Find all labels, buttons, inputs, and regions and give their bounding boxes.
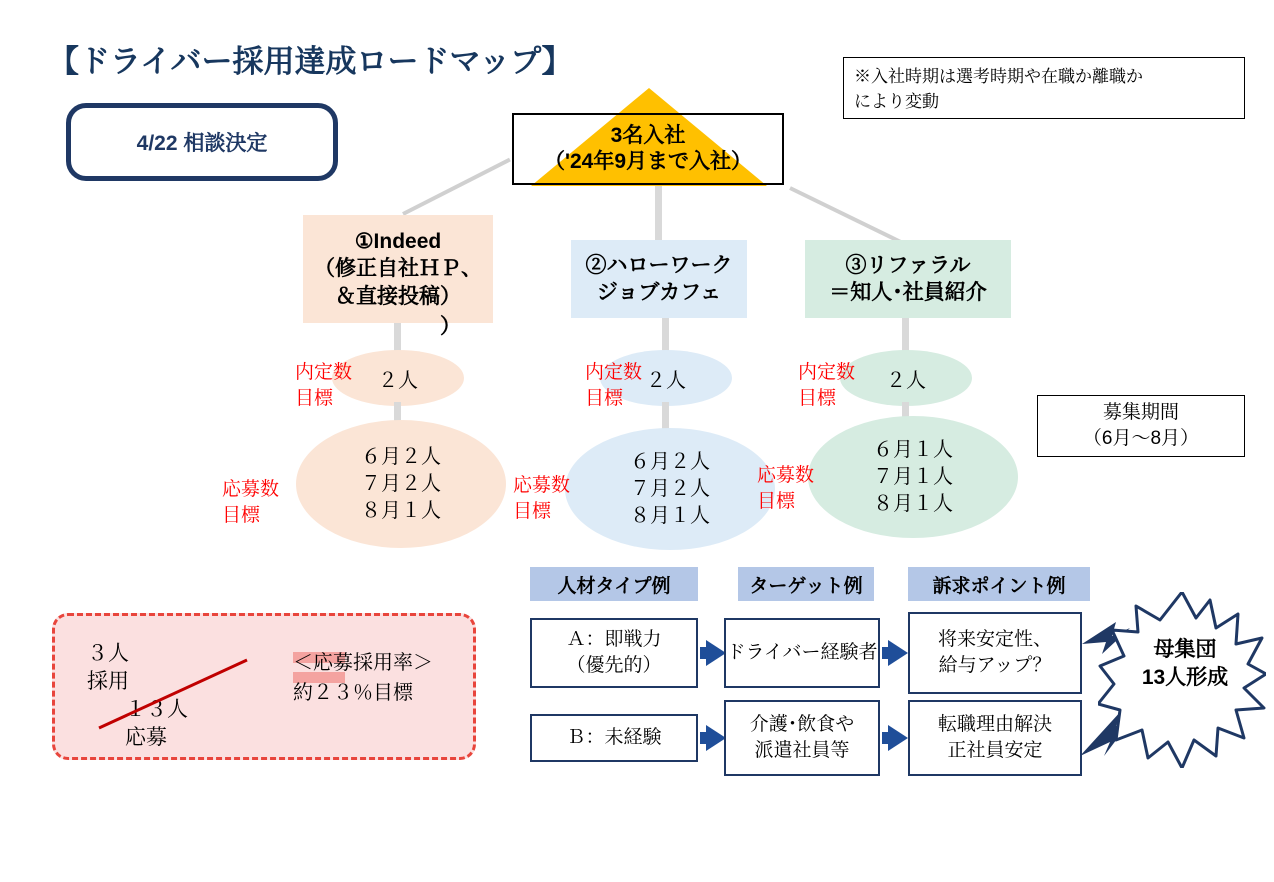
channel-1-line-3: ＆直接投稿） [335, 284, 461, 308]
row-a-type-line-1: Ａ：即戦力 [566, 629, 662, 651]
channel-2-apply-label-1: 応募数 [513, 475, 571, 496]
pool-label [1124, 636, 1246, 693]
channel-3-offer-ellipse [840, 350, 972, 406]
channel-3-offer-label-2: 目標 [798, 387, 837, 409]
channel-3-offer-label-1: 内定数 [798, 362, 856, 383]
channel-2-apply-label-2: 目標 [513, 500, 552, 522]
channel-2-apply-line-2: ７月２人 [630, 477, 710, 500]
connector-line-2 [655, 186, 662, 242]
row-a-type-line-2: （優先的） [566, 655, 662, 676]
matrix-header-type: 人材タイプ例 [530, 567, 698, 601]
channel-header-hellowork [571, 240, 747, 318]
matrix-header-appeal: 訴求ポイント例 [908, 567, 1090, 601]
row-b-type-line-1: Ｂ：未経験 [566, 727, 662, 749]
matrix-row-a-appeal [908, 612, 1082, 694]
channel-1-offer-label [295, 360, 352, 411]
channel-3-line-1: ③リファラル [845, 253, 971, 277]
channel-2-offer-label-1: 内定数 [585, 362, 643, 383]
period-line-2: （6月～8月） [1082, 428, 1200, 449]
ratio-apply-line-2: 応募 [125, 726, 167, 750]
channel-3-apply-line-3: ８月１人 [873, 492, 953, 515]
arrow-b-2-icon [888, 725, 908, 751]
channel-2-stem-1 [662, 318, 669, 354]
channel-2-apply-line-1: ６月２人 [630, 450, 710, 473]
channel-1-offer-label-2: 目標 [295, 387, 334, 409]
row-b-target-line-1: 介護･飲食や [749, 714, 855, 736]
channel-2-offer-value: ２人 [646, 369, 686, 392]
channel-3-apply-label-1: 応募数 [757, 465, 815, 486]
row-b-target-line-2: 派遣社員等 [754, 740, 850, 761]
channel-3-stem-1 [902, 318, 909, 354]
ratio-rate-line-1: ＜応募採用率＞ [293, 652, 433, 674]
channel-2-offer-label-2: 目標 [585, 387, 624, 409]
channel-1-line-1: ①Indeed [354, 230, 442, 254]
row-a-appeal-line-2: 給与アップ？ [938, 655, 1052, 676]
row-a-target-line-1: ドライバー経験者 [726, 642, 878, 664]
channel-2-line-1: ②ハローワーク [585, 253, 733, 277]
row-a-appeal-line-1: 将来安定性、 [937, 629, 1052, 651]
connector-line-1 [402, 158, 511, 216]
ratio-right [293, 648, 473, 708]
page-title: 【ドライバー採用達成ロードマップ】 [48, 44, 573, 79]
row-b-appeal-line-2: 正社員安定 [947, 740, 1043, 761]
channel-1-apply-line-3: ８月１人 [361, 499, 441, 522]
matrix-row-b-appeal [908, 700, 1082, 776]
channel-header-indeed [303, 215, 493, 323]
goal-line-1: 3名入社 [610, 123, 686, 147]
ratio-apply-line-1: １３人 [125, 698, 188, 721]
channel-3-apply-line-2: ７月１人 [873, 465, 953, 488]
period-line-1: 募集期間 [1102, 402, 1179, 424]
arrow-a-1-icon [706, 640, 726, 666]
channel-3-apply-label [757, 463, 814, 514]
channel-3-offer-label [798, 360, 855, 411]
matrix-row-a-type [530, 618, 698, 688]
ratio-hire-line-2: 採用 [87, 670, 129, 694]
arrow-b-1-icon [706, 725, 726, 751]
decision-box [66, 103, 338, 181]
connector-line-3 [789, 186, 906, 246]
matrix-row-b-type [530, 714, 698, 762]
decision-label: 4/22 相談決定 [136, 132, 268, 155]
matrix-row-b-target [724, 700, 880, 776]
channel-3-apply-label-2: 目標 [757, 490, 796, 512]
ratio-hire-line-1: ３人 [87, 642, 129, 665]
channel-1-offer-label-1: 内定数 [295, 362, 353, 383]
channel-3-apply-line-1: ６月１人 [873, 438, 953, 461]
channel-1-apply-label-2: 目標 [222, 504, 261, 526]
conversion-rate-box [52, 613, 476, 760]
channel-1-line-2: （修正自社ＨＰ、 [314, 257, 482, 281]
matrix-row-a-target [724, 618, 880, 688]
channel-2-line-2: ジョブカフェ [596, 281, 722, 304]
goal-line-2: （'24年9月まで入社） [543, 150, 753, 173]
pool-line-2: 13人形成 [1141, 666, 1229, 690]
channel-1-head-tail: ） [440, 315, 461, 338]
channel-2-apply-label [513, 473, 570, 524]
goal-box [512, 113, 784, 185]
channel-3-offer-value: ２人 [886, 369, 926, 392]
channel-3-line-2: ＝知人･社員紹介 [829, 281, 987, 304]
ratio-slash-icon [95, 656, 251, 732]
channel-1-apply-line-2: ７月２人 [361, 472, 441, 495]
row-b-appeal-line-1: 転職理由解決 [937, 714, 1052, 736]
channel-header-referral [805, 240, 1011, 318]
channel-1-apply-ellipse [296, 420, 506, 548]
arrow-a-2-icon [888, 640, 908, 666]
ratio-rate-line-2: 約２３％目標 [293, 682, 413, 704]
note-box [843, 57, 1245, 119]
channel-1-apply-label-1: 応募数 [222, 479, 280, 500]
matrix-header-target: ターゲット例 [738, 567, 874, 601]
channel-2-apply-line-3: ８月１人 [630, 504, 710, 527]
pool-line-1: 母集団 [1153, 638, 1217, 661]
channel-3-apply-ellipse [808, 416, 1018, 538]
channel-1-apply-label [222, 477, 279, 528]
ratio-left [77, 634, 277, 750]
channel-1-apply-line-1: ６月２人 [361, 445, 441, 468]
channel-1-offer-value: ２人 [378, 369, 418, 392]
channel-2-offer-label [585, 360, 642, 411]
channel-2-apply-ellipse [565, 428, 775, 550]
note-line-1: ※入社時期は選考時期や在職か離職か [854, 67, 1143, 86]
period-box [1037, 395, 1245, 457]
note-line-2: により変動 [854, 91, 939, 111]
